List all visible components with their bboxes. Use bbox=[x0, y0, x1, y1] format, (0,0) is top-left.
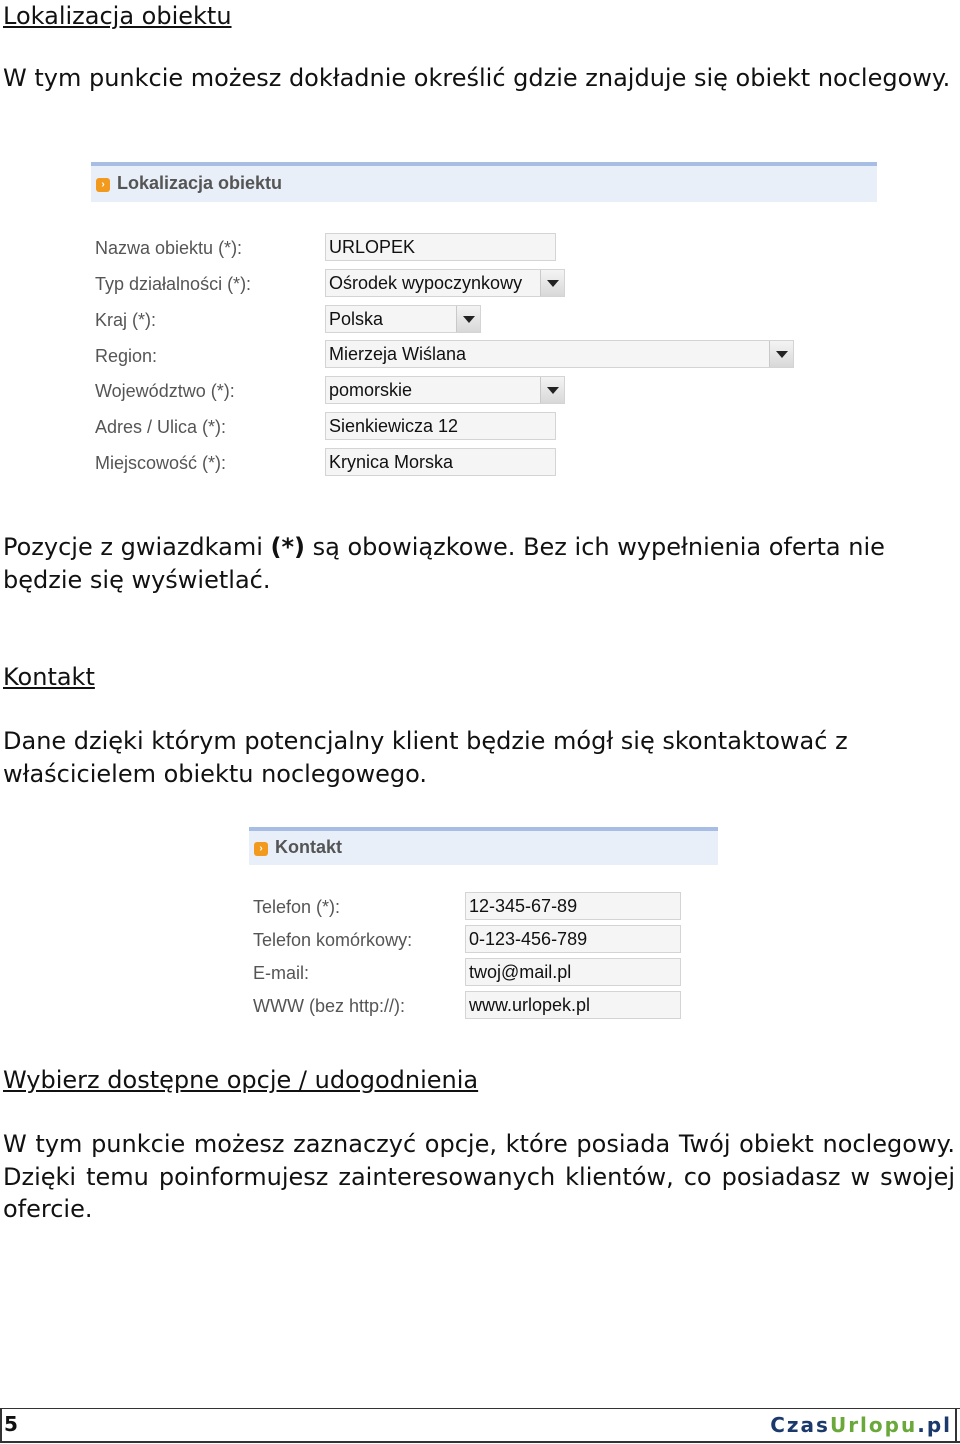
mobile-field[interactable] bbox=[465, 925, 681, 953]
dropdown-arrow-icon[interactable] bbox=[540, 377, 564, 403]
location-panel-title: Lokalizacja obiektu bbox=[117, 173, 283, 193]
location-panel-header bbox=[91, 162, 877, 202]
location-form-screenshot bbox=[91, 162, 877, 482]
brand-logo bbox=[770, 1413, 952, 1437]
location-intro: W tym punkcie możesz dokładnie określić gdzie znajduje się obiekt noclegowy. bbox=[3, 64, 951, 92]
footer-left-rule bbox=[0, 1408, 2, 1442]
field-label-city: Miejscowość (*): bbox=[95, 453, 227, 473]
field-label-address: Adres / Ulica (*): bbox=[95, 417, 227, 437]
activity-type-value: Ośrodek wypoczynkowy bbox=[329, 273, 523, 293]
dropdown-arrow-icon[interactable] bbox=[540, 270, 564, 296]
field-label-voivodeship: Województwo (*): bbox=[95, 381, 235, 401]
activity-type-select[interactable] bbox=[325, 269, 565, 297]
region-value: Mierzeja Wiślana bbox=[329, 344, 467, 364]
orange-arrow-icon: › bbox=[254, 842, 268, 856]
email-field[interactable] bbox=[465, 958, 681, 986]
country-value: Polska bbox=[329, 309, 384, 329]
field-label-type: Typ działalności (*): bbox=[95, 274, 252, 294]
field-label-phone: Telefon (*): bbox=[253, 897, 341, 917]
brand-part-urlopu: Urlopu bbox=[829, 1413, 918, 1437]
contact-panel-header bbox=[249, 827, 718, 865]
brand-part-pl: .pl bbox=[917, 1413, 952, 1437]
contact-form-screenshot bbox=[249, 827, 718, 1022]
field-label-name: Nazwa obiektu (*): bbox=[95, 238, 243, 258]
phone-value: 12-345-67-89 bbox=[469, 896, 578, 916]
phone-field[interactable] bbox=[465, 892, 681, 920]
note-text-start: Pozycje z gwiazdkami bbox=[3, 533, 271, 561]
field-label-country: Kraj (*): bbox=[95, 310, 157, 330]
address-field[interactable] bbox=[325, 412, 556, 440]
field-label-email: E-mail: bbox=[253, 963, 310, 983]
www-value: www.urlopek.pl bbox=[469, 995, 591, 1015]
options-intro: W tym punkcie możesz zaznaczyć opcje, które posiada Twój obiekt noclegowy. Dzięki temu poinformujesz zainteresowanych klientów, co posiadasz w swojej ofercie. bbox=[3, 1130, 955, 1223]
city-value: Krynica Morska bbox=[329, 452, 454, 472]
dropdown-arrow-icon[interactable] bbox=[456, 306, 480, 332]
dropdown-arrow-icon[interactable] bbox=[769, 341, 793, 367]
address-value: Sienkiewicza 12 bbox=[329, 416, 459, 436]
voivodeship-value: pomorskie bbox=[329, 380, 413, 400]
email-value: twoj@mail.pl bbox=[469, 962, 572, 982]
orange-arrow-icon: › bbox=[96, 178, 110, 192]
brand-part-czas: Czas bbox=[770, 1413, 830, 1437]
footer-right-rule bbox=[955, 1408, 957, 1442]
note-text-end: są obowiązkowe. Bez ich wypełnienia oferta nie będzie się wyświetlać. bbox=[3, 533, 885, 594]
city-field[interactable] bbox=[325, 448, 556, 476]
field-label-region: Region: bbox=[95, 346, 158, 366]
country-select[interactable] bbox=[325, 305, 481, 333]
note-asterisk: (*) bbox=[270, 533, 306, 561]
region-select[interactable] bbox=[325, 340, 794, 368]
section-heading-contact: Kontakt bbox=[3, 663, 95, 691]
page-number: 5 bbox=[4, 1412, 18, 1436]
footer-bottom-rule bbox=[0, 1441, 960, 1443]
contact-panel-title: Kontakt bbox=[275, 837, 342, 857]
object-name-value: URLOPEK bbox=[329, 237, 416, 257]
mobile-value: 0-123-456-789 bbox=[469, 929, 588, 949]
contact-intro: Dane dzięki którym potencjalny klient będzie mógł się skontaktować z właścicielem obiektu noclegowego. bbox=[3, 727, 848, 788]
field-label-www: WWW (bez http://): bbox=[253, 996, 406, 1016]
section-heading-location: Lokalizacja obiektu bbox=[3, 2, 232, 30]
section-heading-options: Wybierz dostępne opcje / udogodnienia bbox=[3, 1066, 479, 1094]
object-name-field[interactable] bbox=[325, 233, 556, 261]
field-label-mobile: Telefon komórkowy: bbox=[253, 930, 413, 950]
www-field[interactable] bbox=[465, 991, 681, 1019]
required-fields-note bbox=[3, 531, 955, 596]
voivodeship-select[interactable] bbox=[325, 376, 565, 404]
footer-top-rule bbox=[0, 1408, 960, 1409]
